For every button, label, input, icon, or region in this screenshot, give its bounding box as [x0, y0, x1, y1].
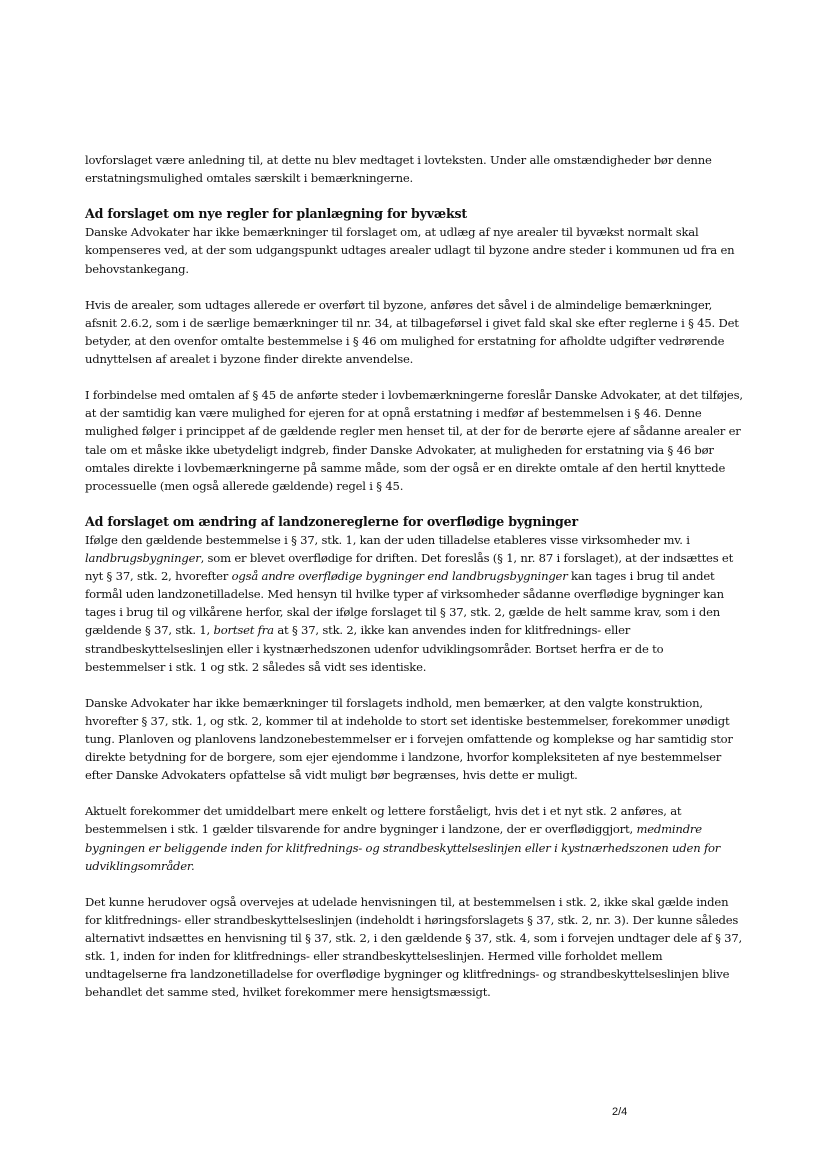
paragraph-2: [85, 223, 745, 277]
text-run: lovforslaget være anledning til, at dette nu blev medtaget i lovteksten. Under alle omstændigheder bør denne erstatningsmulighed omtales særskilt i bemærkningerne.: [85, 153, 712, 186]
text-run: Danske Advokater har ikke bemærkninger til forslagets indhold, men bemærker, at den valgte konstruktion, hvorefter § 37, stk. 1, og stk. 2, kommer til at indeholde to stort set identiske bestemmelser, forekommer unødigt tung. Planloven og planlovens landzonebestemmelser er i forvejen omfattende og komplekse og har samtidig stor direkte betydning for de borgere, som ejer ejendomme i landzone, hvorfor kompleksiteten af nye bestemmelser efter Danske Advokaters opfattelse så vidt muligt bør begrænses, hvis dette er muligt.: [85, 695, 733, 783]
paragraph-6: [85, 694, 745, 784]
emphasis-text: også andre overflødige bygninger end landbrugsbygninger: [231, 569, 568, 584]
text-run: Hvis de arealer, som udtages allerede er overført til byzone, anføres det såvel i de almindelige bemærkninger, afsnit 2.6.2, som i de særlige bemærkninger til nr. 34, at tilbageførsel i givet fald skal ske efter reglerne i § 45. Det betyder, at den ovenfor omtalte bestemmelse i § 46 om mulighed for erstatning for afholdte udgifter vedrørende udnyttelsen af arealet i byzone finder direkte anvendelse.: [85, 297, 739, 367]
paragraph-5: [85, 531, 745, 676]
text-run: Danske Advokater har ikke bemærkninger til forslaget om, at udlæg af nye arealer til byvækst normalt skal kompenseres ved, at der som udgangspunkt udtages arealer udlagt til byzone andre steder i kommunen ud fra en behovstankegang.: [85, 225, 735, 276]
emphasis-text: medmindre bygningen er beliggende inden for klitfrednings- og strandbeskyttelseslinjen eller i kystnærhedszonen uden for udviklingsområder.: [85, 822, 721, 873]
text-run: Ifølge den gældende bestemmelse i § 37, stk. 1, kan der uden tilladelse etableres visse virksomheder mv. i: [85, 532, 690, 547]
text-run: at § 37, stk. 2, ikke kan anvendes inden for klitfrednings- eller strandbeskyttelseslinjen eller i kystnærhedszonen udenfor udviklingsområder. Bortset herfra er de to bestemmelser i stk. 1 og stk. 2 således så vidt ses identiske.: [85, 623, 664, 674]
paragraph-7: [85, 802, 745, 874]
text-run: Det kunne herudover også overvejes at udelade henvisningen til, at bestemmelsen i stk. 2, ikke skal gælde inden for klitfrednings- eller strandbeskyttelseslinjen (indeholdt i høringsforslagets § 37, stk. 2, nr. 3). Der kunne således alternativt indsættes en henvisning til § 37, stk. 2, i den gældende § 37, stk. 4, som i forvejen undtager dele af § 37, stk. 1, inden for inden for klitfrednings- eller strandbeskyttelseslinjen. Hermed ville forholdet mellem undtagelserne fra landzonetilladelse for overflødige bygninger og klitfrednings- og strandbeskyttelseslinjen blive behandlet det samme sted, hvilket forekommer mere hensigtsmæssigt.: [85, 894, 743, 1000]
text-run: Aktuelt forekommer det umiddelbart mere enkelt og lettere forståeligt, hvis det i et nyt stk. 2 anføres, at bestemmelsen i stk. 1 gælder tilsvarende for andre bygninger i landzone, der er overflødiggjort,: [85, 804, 682, 837]
paragraph-3: [85, 296, 745, 368]
text-run: , som er blevet overflødige for driften. Det foreslås (§ 1, nr. 87 i forslaget), at der indsættes et nyt § 37, stk. 2, hvorefter: [85, 551, 734, 584]
heading-byvaekst: Ad forslaget om nye regler for planlægning for byvækst: [85, 206, 468, 222]
paragraph-1: [85, 151, 745, 187]
document-body: [85, 151, 745, 1001]
emphasis-text: landbrugsbygninger: [85, 551, 201, 566]
paragraph-4: [85, 386, 745, 495]
paragraph-8: [85, 893, 745, 1002]
text-run: kan tages i brug til andet formål uden landzonetilladelse. Med hensyn til hvilke typer af virksomheder sådanne overflødige bygninger kan tages i brug til og vilkårene herfor, skal der ifølge forslaget til § 37, stk. 2, gælde de helt samme krav, som i den gældende § 37, stk. 1,: [85, 569, 724, 638]
heading-landzone: Ad forslaget om ændring af landzonereglerne for overflødige bygninger: [85, 513, 578, 529]
emphasis-text: bortset fra: [213, 623, 274, 638]
page-number: 2/4: [612, 1106, 628, 1118]
text-run: I forbindelse med omtalen af § 45 de anførte steder i lovbemærkningerne foreslår Danske Advokater, at det tilføjes, at der samtidig kan være mulighed for ejeren for at opnå erstatning i medfør af bestemmelsen i § 46. Denne mulighed følger i princippet af de gældende regler men henset til, at der for de berørte ejere af sådanne arealer er tale om et måske ikke ubetydeligt indgreb, finder Danske Advokater, at muligheden for erstatning via § 46 bør omtales direkte i lovbemærkningerne på samme måde, som der også er en direkte omtale af den hertil knyttede processuelle (men også allerede gældende) regel i § 45.: [85, 388, 743, 493]
